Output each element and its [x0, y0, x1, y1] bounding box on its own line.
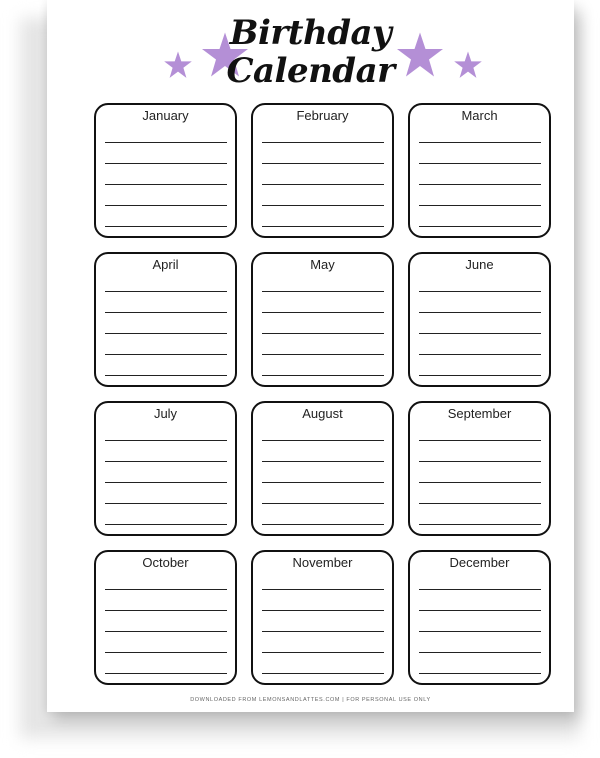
title-line-1: Birthday — [229, 13, 392, 53]
writing-line[interactable] — [419, 184, 541, 185]
writing-line[interactable] — [262, 375, 384, 376]
writing-line[interactable] — [262, 631, 384, 632]
writing-line[interactable] — [419, 291, 541, 292]
writing-line[interactable] — [419, 205, 541, 206]
month-label: October — [142, 555, 189, 570]
writing-line[interactable] — [419, 524, 541, 525]
writing-line[interactable] — [105, 673, 227, 674]
month-label: February — [296, 108, 349, 123]
writing-line[interactable] — [262, 142, 384, 143]
month-label: April — [152, 257, 179, 272]
writing-line[interactable] — [419, 312, 541, 313]
writing-line[interactable] — [262, 184, 384, 185]
writing-line[interactable] — [105, 652, 227, 653]
writing-line[interactable] — [262, 440, 384, 441]
writing-line[interactable] — [105, 375, 227, 376]
month-label: January — [142, 108, 189, 123]
star-icon — [453, 50, 483, 80]
writing-line[interactable] — [105, 503, 227, 504]
writing-line[interactable] — [262, 503, 384, 504]
writing-line[interactable] — [105, 610, 227, 611]
writing-line[interactable] — [105, 440, 227, 441]
footer-note: DOWNLOADED FROM LEMONSANDLATTES.COM | FOR PERSONAL USE ONLY — [190, 697, 431, 703]
writing-line[interactable] — [105, 205, 227, 206]
writing-line[interactable] — [105, 226, 227, 227]
writing-line[interactable] — [105, 461, 227, 462]
month-card — [251, 103, 394, 238]
writing-line[interactable] — [419, 589, 541, 590]
writing-line[interactable] — [419, 375, 541, 376]
writing-line[interactable] — [105, 184, 227, 185]
writing-line[interactable] — [105, 589, 227, 590]
writing-line[interactable] — [262, 312, 384, 313]
month-card — [251, 252, 394, 387]
month-card — [408, 103, 551, 238]
writing-line[interactable] — [262, 610, 384, 611]
month-label: August — [302, 406, 343, 421]
month-card — [94, 401, 237, 536]
writing-line[interactable] — [419, 461, 541, 462]
writing-line[interactable] — [419, 333, 541, 334]
month-card — [251, 401, 394, 536]
month-label: March — [461, 108, 498, 123]
writing-line[interactable] — [419, 440, 541, 441]
month-card — [94, 103, 237, 238]
writing-line[interactable] — [262, 291, 384, 292]
writing-line[interactable] — [105, 333, 227, 334]
month-label: May — [310, 257, 335, 272]
writing-line[interactable] — [419, 163, 541, 164]
month-card — [94, 252, 237, 387]
month-label: September — [447, 406, 512, 421]
writing-line[interactable] — [262, 482, 384, 483]
writing-line[interactable] — [105, 142, 227, 143]
writing-line[interactable] — [262, 524, 384, 525]
writing-line[interactable] — [262, 205, 384, 206]
month-card — [408, 401, 551, 536]
writing-line[interactable] — [105, 291, 227, 292]
writing-line[interactable] — [419, 482, 541, 483]
month-card — [408, 252, 551, 387]
writing-line[interactable] — [262, 226, 384, 227]
writing-line[interactable] — [419, 503, 541, 504]
writing-line[interactable] — [262, 354, 384, 355]
writing-line[interactable] — [419, 142, 541, 143]
printable-sheet — [47, 0, 574, 712]
writing-line[interactable] — [262, 589, 384, 590]
writing-line[interactable] — [262, 163, 384, 164]
writing-line[interactable] — [105, 631, 227, 632]
writing-line[interactable] — [105, 482, 227, 483]
writing-line[interactable] — [105, 524, 227, 525]
writing-line[interactable] — [419, 354, 541, 355]
header — [47, 0, 574, 98]
month-card — [94, 550, 237, 685]
month-card — [408, 550, 551, 685]
writing-line[interactable] — [105, 312, 227, 313]
title-line-2: Calendar — [226, 51, 395, 91]
writing-line[interactable] — [105, 354, 227, 355]
writing-line[interactable] — [419, 673, 541, 674]
month-label: June — [465, 257, 494, 272]
month-label: July — [153, 406, 178, 421]
month-label: December — [449, 555, 510, 570]
writing-line[interactable] — [262, 652, 384, 653]
writing-line[interactable] — [262, 333, 384, 334]
writing-line[interactable] — [262, 461, 384, 462]
writing-line[interactable] — [419, 226, 541, 227]
month-label: November — [292, 555, 353, 570]
writing-line[interactable] — [419, 610, 541, 611]
writing-line[interactable] — [105, 163, 227, 164]
month-card — [251, 550, 394, 685]
writing-line[interactable] — [419, 631, 541, 632]
star-icon — [395, 30, 445, 80]
writing-line[interactable] — [262, 673, 384, 674]
writing-line[interactable] — [419, 652, 541, 653]
